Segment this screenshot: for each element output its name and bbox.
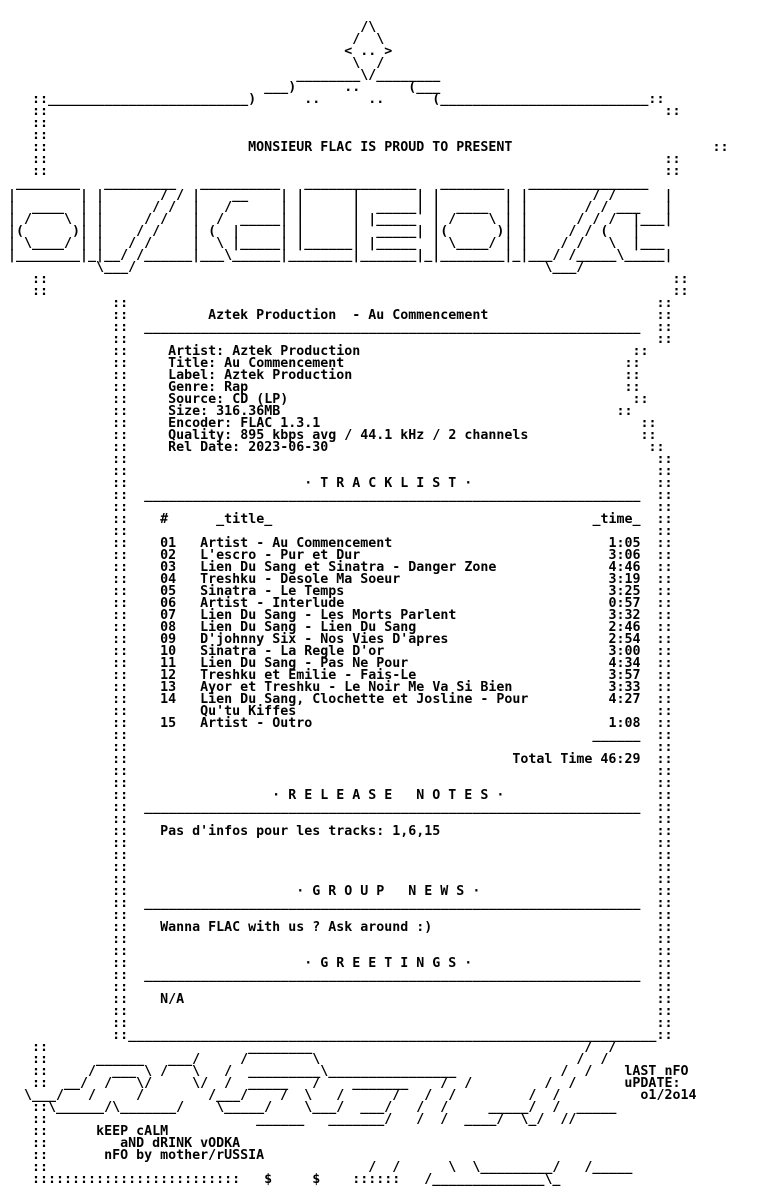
track-time: 4:46 <box>608 560 641 575</box>
footer-art-line: :: __/ / \/ \/ / _____ / _______ / / / / uPDATE: <box>8 1076 681 1091</box>
header-art-line: ::_________________________) .. .. (__________________________:: <box>8 92 665 107</box>
drink-vodka-line: aND dRINK vODKA <box>120 1136 241 1151</box>
logo-art-line: :: :: <box>8 152 681 167</box>
track-title: Sinatra - Le Temps <box>200 584 345 599</box>
release-notes-text: Pas d'infos pour les tracks: 1,6,15 <box>160 824 441 839</box>
footer-art-line: :: / / \ \_________/ /_____ <box>8 1160 633 1175</box>
info-key: Size <box>168 404 201 419</box>
footer-art-line: :: ______ _______/ / / ____/ \_/ // <box>8 1112 577 1127</box>
header-art-line: ________\/________ <box>8 68 441 83</box>
group-news-text: Wanna FLAC with us ? Ask around :) <box>160 920 433 935</box>
presents-line: MONSIEUR FLAC IS PROUD TO PRESENT <box>248 140 513 155</box>
track-number: 01 <box>160 536 177 551</box>
footer-art-line: :: ________ / / <box>8 1040 617 1055</box>
track-time: 3:00 <box>608 644 641 659</box>
track-time: 3:19 <box>608 572 641 587</box>
info-key: Artist <box>168 344 217 359</box>
logo-art-line: :: :: <box>8 164 681 179</box>
track-title-cont: Qu'tu Kiffes <box>200 704 297 719</box>
total-label: Total Time <box>512 752 593 767</box>
info-value: 316.36MB <box>216 404 281 419</box>
track-title: D'johnny Six - Nos Vies D'apres <box>200 632 449 647</box>
logo-art-line: \___/ \___/ <box>8 260 585 275</box>
keep-calm-line: kEEP cALM <box>96 1124 169 1139</box>
track-title: Artist - Interlude <box>200 596 345 611</box>
total-time: 46:29 <box>600 752 641 767</box>
col-title-header: _title_ <box>216 512 273 527</box>
header-art-line: < .. > <box>8 44 393 59</box>
track-time: 3:57 <box>608 668 641 683</box>
footer-art-line: :::::::::::::::::::::::::: $ $ :::::: /______________\_ <box>8 1172 561 1187</box>
nfo-document: /\ / \ < .. > \ / ________\/________ ___) .. (___ ::_________________________) .. .. (__________________________:: :: :: :: :: :: MONSIEUR FLAC IS PROUD TO PRESENT :: :: :: :: :: ________ _________ __________ ______________ ________ _______________ | | | / / | __ | | | | | | | / / | | ____ | | / / | / | | | _____| | ____ | | / / ___ | | / \ | | / / | / _____| | | |_____ | / \ | | / / / |___| |( )| | / / | ( | | | | _____| |( )| | / / ( | | \____/ | | / / | \ |_____| |______| |_____ | \____/ | | / / \ |___ |________|_|__/ /______|___\______|________|_______|_|________|_|___/ /_____\_____| \___/ \___/ :: :: :: :: :: :: :: Aztek Production - Au Commencement :: :: ______________________________________________________________ :: :: :: :: Artist: Aztek Production :: :: Title: Au Commencement :: :: Label: Aztek Production :: :: Genre: Rap :: :: Source: CD (LP) :: :: Size: 316.36MB :: :: Encoder: FLAC 1.3.1 :: :: Quality: 895 kbps avg / 44.1 kHz / 2 channels :: :: Rel Date: 2023-06-30 :: :: :: :: :: :: · T R A C K L I S T · :: :: ______________________________________________________________ :: :: :: :: # _title_ _time_ :: :: :: :: 01 Artist - Au Commencement 1:05 :: :: 02 L'escro - Pur et Dur 3:06 :: :: 03 Lien Du Sang et Sinatra - Danger Zone 4:46 :: :: 04 Treshku - Desole Ma Soeur 3:19 :: :: 05 Sinatra - Le Temps 3:25 :: :: 06 Artist - Interlude 0:57 :: :: 07 Lien Du Sang - Les Morts Parlent 3:32 :: :: 08 Lien Du Sang - Lien Du Sang 2:46 :: :: 09 D'johnny Six - Nos Vies D'apres 2:54 :: :: 10 Sinatra - La Regle D'or 3:00 :: :: 11 Lien Du Sang - Pas Ne Pour 4:34 :: :: 12 Treshku et Emilie - Fais-Le 3:57 :: :: 13 Ayor et Treshku - Le Noir Me Va Si Bien 3:33 :: :: 14 Lien Du Sang, Clochette et Josline - Pour 4:27 :: :: Qu'tu Kiffes :: :: 15 Artist - Outro 1:08 :: :: ______ :: :: :: :: Total Time 46:29 :: :: :: :: :: :: · R E L E A S E N O T E S · :: :: ______________________________________________________________ :: :: :: :: Pas d'infos pour les tracks: 1,6,15 :: :: :: :: :: :: :: :: :: :: · G R O U P N E W S · :: :: ______________________________________________________________ :: :: :: :: Wanna FLAC with us ? Ask around :) :: :: :: :: :: :: · G R E E T I N G S · :: :: ______________________________________________________________ :: :: :: :: N/A :: :: :: :: :: ::__________________________________________________________________:: :: ________ / / :: ______ ___/ / \ / / :: / ___ \ / \ / _________\________________ / / lAST nFO :: __/ / \/ \/ / _____ / _______ / / / / uPDATE: \___/ / / /___/ / \ / / / / / / o1/2o14 ::\______/\_______/ \_____/ \___/ ___/ / / _____/ / _____ :: ______ _______/ / / ____/ \_/ // :: kEEP cALM :: aND dRINK vODKA :: nFO by mother/rUSSIA :: / / \ \_________/ /_____ :::::::::::::::::::::::::: $ $ :::::: /______________\_ <box>8 20 729 1187</box>
track-number: 14 <box>160 692 177 707</box>
greetings-text: N/A <box>160 992 185 1007</box>
track-number: 04 <box>160 572 177 587</box>
track-title: Lien Du Sang et Sinatra - Danger Zone <box>200 560 497 575</box>
footer-art-line: \___/ / / /___/ / \ / / / / / / o1/2o14 <box>8 1088 697 1103</box>
info-key: Genre <box>168 380 209 395</box>
track-number: 11 <box>160 656 177 671</box>
track-time: 4:27 <box>608 692 641 707</box>
track-title: Treshku - Desole Ma Soeur <box>200 572 401 587</box>
track-number: 02 <box>160 548 177 563</box>
logo-art-line: ________ _________ __________ ______________ ________ _______________ <box>8 176 649 191</box>
logo-art-line: | ____ | | / / | / | | | _____| | ____ | | / / ___ | <box>8 200 673 215</box>
logo-art-line: | / \ | | / / | / _____| | | |_____ | / \ | | / / / |___| <box>8 212 673 227</box>
logo-art-line: |( )| | / / | ( | | | | _____| |( )| | / / ( | <box>8 224 641 239</box>
info-key: Encoder <box>168 416 225 431</box>
info-value: 895 kbps avg / 44.1 kHz / 2 channels <box>240 428 529 443</box>
header-art-line: \ / <box>8 56 385 71</box>
info-value: 2023-06-30 <box>248 440 329 455</box>
tracklist-heading: · T R A C K L I S T · <box>144 476 641 491</box>
track-time: 1:08 <box>608 716 641 731</box>
header-art-line: /\ <box>8 20 377 35</box>
track-title: Ayor et Treshku - Le Noir Me Va Si Bien <box>200 680 513 695</box>
info-value: Aztek Production <box>232 344 361 359</box>
track-number: 07 <box>160 608 177 623</box>
track-title: Treshku et Emilie - Fais-Le <box>200 668 417 683</box>
track-title: L'escro - Pur et Dur <box>200 548 361 563</box>
info-key: Quality <box>168 428 225 443</box>
logo-art-line: | | | / / | __ | | | | | | | / / | <box>8 188 673 203</box>
track-title: Sinatra - La Regle D'or <box>200 644 385 659</box>
track-title: Artist - Au Commencement <box>200 536 393 551</box>
track-time: 4:34 <box>608 656 641 671</box>
footer-art-line: :: / ___ \ / \ / _________\________________ / / lAST nFO <box>8 1064 689 1079</box>
track-title: Lien Du Sang, Clochette et Josline - Pour <box>200 692 529 707</box>
track-time: 2:54 <box>608 632 641 647</box>
track-number: 06 <box>160 596 177 611</box>
col-time-header: _time_ <box>592 512 641 527</box>
header-art-line: / \ <box>8 32 385 47</box>
track-number: 10 <box>160 644 177 659</box>
notes-heading: · R E L E A S E N O T E S · <box>144 788 641 803</box>
info-key: Label <box>168 368 209 383</box>
logo-art-line: |________|_|__/ /______|___\______|________|_______|_|________|_|___/ /_____\_____| <box>8 248 673 263</box>
info-value: Aztek Production <box>224 368 353 383</box>
header-art-line: :: <box>8 116 49 131</box>
track-time: 0:57 <box>608 596 641 611</box>
track-time: 3:25 <box>608 584 641 599</box>
info-key: Source <box>168 392 217 407</box>
track-number: 05 <box>160 584 177 599</box>
track-time: 3:06 <box>608 548 641 563</box>
logo-art-line: | \____/ | | / / | \ |_____| |______| |_____ | \____/ | | / / \ |___ <box>8 236 665 251</box>
track-number: 08 <box>160 620 177 635</box>
footer-art-line: :: ______ ___/ / \ / / <box>8 1052 609 1067</box>
track-time: 3:33 <box>608 680 641 695</box>
header-art-line: :: <box>8 128 49 143</box>
release-title: Aztek Production - Au Commencement <box>208 308 489 323</box>
track-number: 13 <box>160 680 177 695</box>
track-number: 09 <box>160 632 177 647</box>
info-value: Au Commencement <box>224 356 345 371</box>
info-value: CD (LP) <box>232 392 289 407</box>
track-time: 3:32 <box>608 608 641 623</box>
logo-art-line: :: :: <box>8 272 689 287</box>
col-num-header: # <box>160 512 169 527</box>
nfo-credit-line: nFO by mother/rUSSIA <box>104 1148 265 1163</box>
track-title: Lien Du Sang - Les Morts Parlent <box>200 608 457 623</box>
footer-art-line: ::\______/\_______/ \_____/ \___/ ___/ / / _____/ / _____ <box>8 1100 617 1115</box>
header-art-line: :: :: <box>8 104 681 119</box>
info-key: Rel Date <box>168 440 233 455</box>
track-time: 1:05 <box>608 536 641 551</box>
track-number: 15 <box>160 716 177 731</box>
track-title: Lien Du Sang - Lien Du Sang <box>200 620 417 635</box>
track-number: 12 <box>160 668 177 683</box>
header-art-line: ___) .. (___ <box>8 80 441 95</box>
info-value: FLAC 1.3.1 <box>240 416 321 431</box>
track-title: Artist - Outro <box>200 716 313 731</box>
track-title: Lien Du Sang - Pas Ne Pour <box>200 656 409 671</box>
info-value: Rap <box>224 380 249 395</box>
track-time: 2:46 <box>608 620 641 635</box>
greetings-heading: · G R E E T I N G S · <box>144 956 641 971</box>
info-key: Title <box>168 356 209 371</box>
logo-art-line: :: :: <box>8 284 689 299</box>
track-number: 03 <box>160 560 177 575</box>
news-heading: · G R O U P N E W S · <box>144 884 641 899</box>
